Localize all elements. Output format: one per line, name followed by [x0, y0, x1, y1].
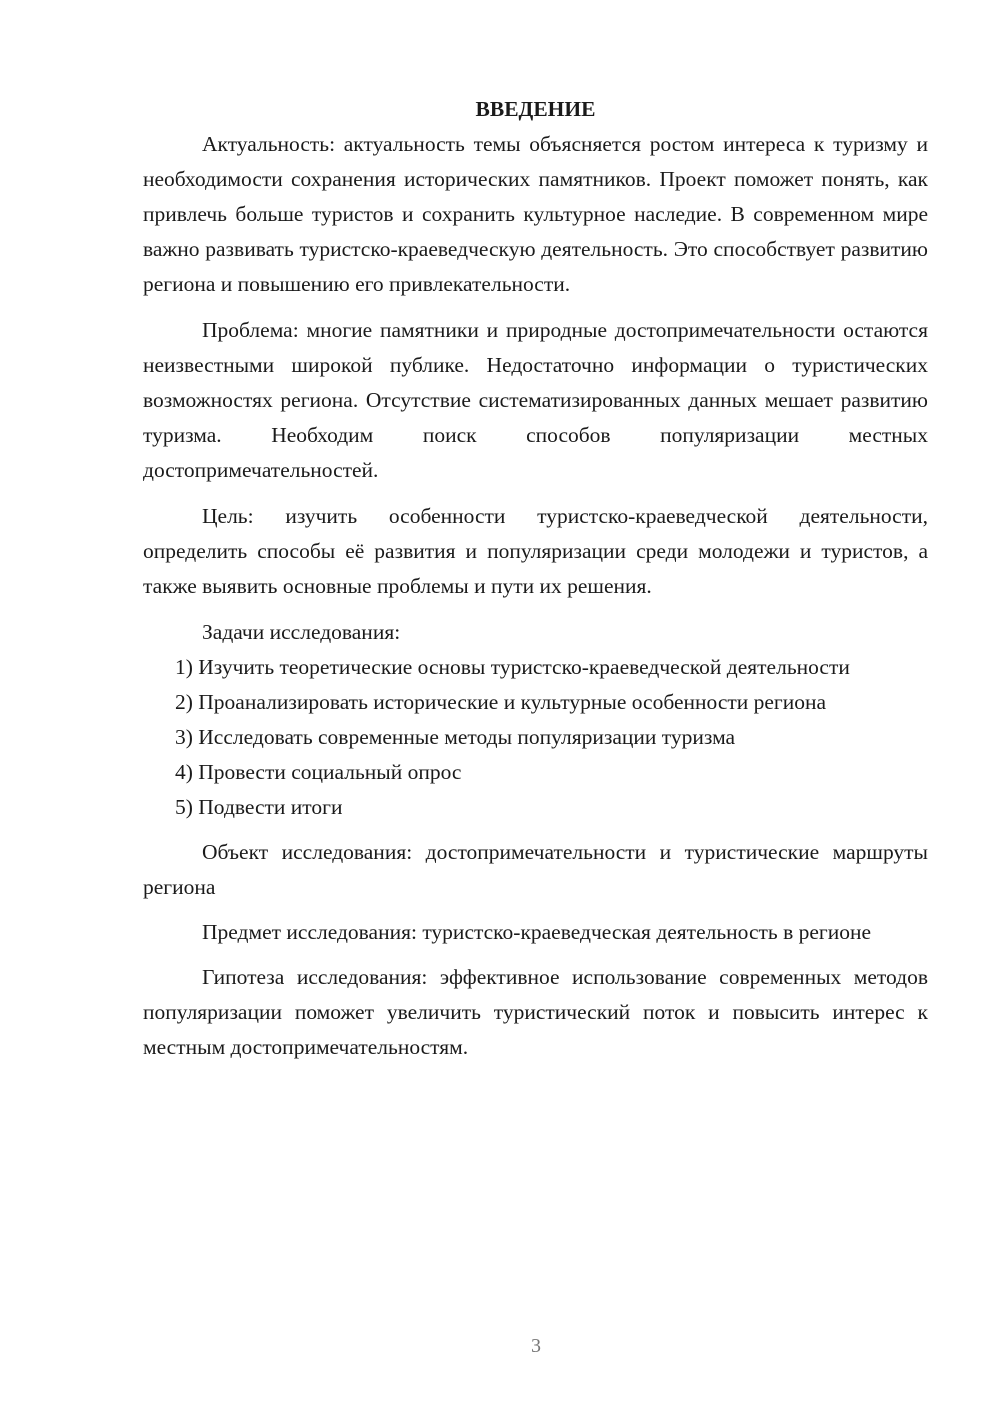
task-item-2: 2) Проанализировать исторические и культурные особенности региона	[175, 690, 827, 714]
document-body	[143, 92, 928, 1065]
task-item-4: 4) Провести социальный опрос	[175, 760, 462, 784]
page-number: 3	[531, 1335, 541, 1357]
tasks-heading: Задачи исследования:	[202, 620, 401, 644]
hypothesis-paragraph: Гипотеза исследования: эффективное использование современных методов популяризации поможет увеличить туристический поток и повысить интерес к местным достопримечательностям.	[143, 965, 928, 1059]
section-title: ВВЕДЕНИЕ	[475, 97, 596, 121]
task-item-1: 1) Изучить теоретические основы туристско-краеведческой деятельности	[175, 655, 850, 679]
goal-paragraph: Цель: изучить особенности туристско-краеведческой деятельности, определить способы её развития и популяризации среди молодежи и туристов, а также выявить основные проблемы и пути их решения.	[143, 504, 928, 598]
task-item-5: 5) Подвести итоги	[175, 795, 343, 819]
object-paragraph: Объект исследования: достопримечательности и туристические маршруты региона	[143, 840, 928, 899]
problem-paragraph: Проблема: многие памятники и природные достопримечательности остаются неизвестными широкой публике. Недостаточно информации о туристических возможностях региона. Отсутствие систематизированных данных мешает развитию туризма. Необходим поиск способов популяризации местных достопримечательностей.	[143, 318, 928, 482]
task-item-3: 3) Исследовать современные методы популяризации туризма	[175, 725, 736, 749]
subject-paragraph: Предмет исследования: туристско-краеведческая деятельность в регионе	[202, 920, 872, 944]
relevance-paragraph: Актуальность: актуальность темы объясняется ростом интереса к туризму и необходимости сохранения исторических памятников. Проект поможет понять, как привлечь больше туристов и сохранить культурное наследие. В современном мире важно развивать туристско-краеведческую деятельность. Это способствует развитию региона и повышению его привлекательности.	[143, 132, 928, 296]
